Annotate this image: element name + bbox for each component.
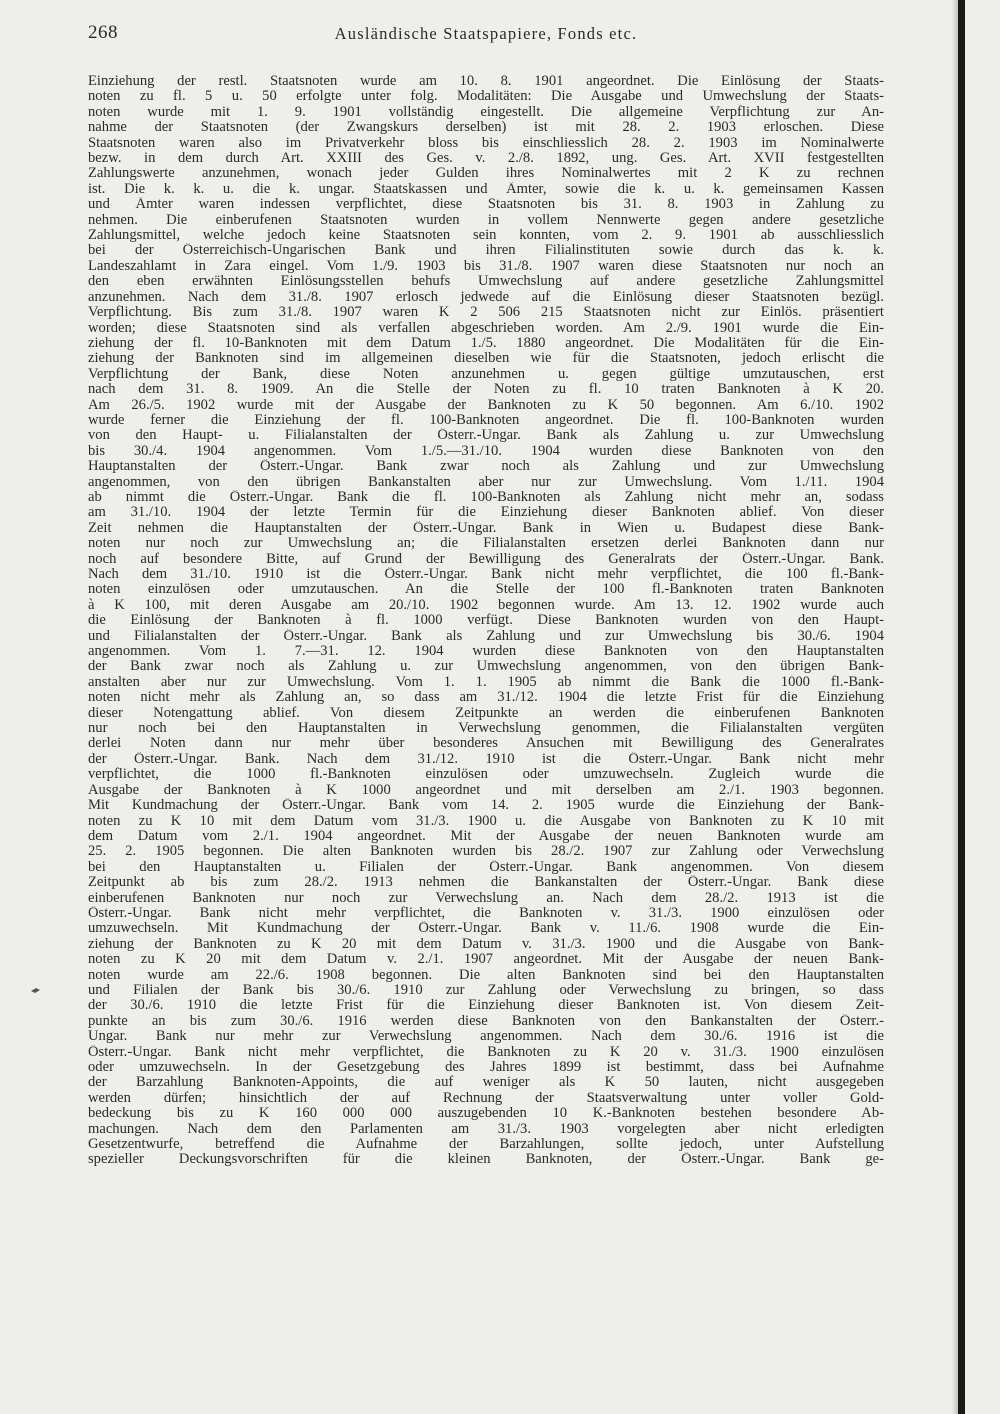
text-line: dem Datum vom 2./1. 1904 angeordnet. Mit der Ausgabe der neuen Banknoten wurde am <box>88 828 884 844</box>
running-title: Ausländische Staatspapiere, Fonds etc. <box>334 24 638 43</box>
text-line: Verpflichtung. Bis zum 31./8. 1907 waren K 2 506 215 Staatsnoten nicht zur Einlös. präsentiert <box>88 305 884 321</box>
text-line: verpflichtet, die 1000 fl.-Banknoten einzulösen oder umzuwechseln. Zugleich wurde die <box>88 767 884 783</box>
text-line: à K 100, mit deren Ausgabe am 20./10. 1902 begonnen wurde. Am 13. 12. 1902 wurde auch <box>88 597 884 613</box>
text-line: Österr.-Ungar. Bank nicht mehr verpflichtet, die Banknoten zu K 20 v. 31./3. 1900 einzulösen <box>88 1044 884 1060</box>
text-line: spezieller Deckungsvorschriften für die kleinen Banknoten, der Österr.-Ungar. Bank ge- <box>88 1152 884 1168</box>
text-line: bezw. in dem durch Art. XXIII des Ges. v. 2./8. 1892, ung. Ges. Art. XVII festgestellten <box>88 151 884 167</box>
text-line: bedeckung bis zu K 160 000 000 auszugebenden 10 K.-Banknoten bestehen besondere Ab- <box>88 1106 884 1122</box>
text-line: ist. Die k. k. u. die k. ungar. Staatskassen und Ämter, sowie die k. u. k. gemeinsamen Kassen <box>88 181 884 197</box>
text-line: die Einlösung der Banknoten à fl. 1000 verfügt. Diese Banknoten wurden von den Haupt- <box>88 613 884 629</box>
text-line: nahme der Staatsnoten (der Zwangskurs derselben) ist mit 28. 2. 1903 erloschen. Diese <box>88 120 884 136</box>
text-line: einberufenen Banknoten nur noch zur Verwechslung an. Nach dem 28./2. 1913 ist die <box>88 890 884 906</box>
text-line: von den Haupt- u. Filialanstalten der Österr.-Ungar. Bank als Zahlung u. zur Umwechslung <box>88 428 884 444</box>
text-line: bei den Hauptanstalten u. Filialen der Österr.-Ungar. Bank angenommen. Von diesem <box>88 859 884 875</box>
page-header <box>88 22 884 52</box>
text-line: und Filialen der Bank bis 30./6. 1910 zur Zahlung oder Verwechslung zu bringen, so dass <box>88 982 884 998</box>
text-line: der Österr.-Ungar. Bank. Nach dem 31./12. 1910 ist die Österr.-Ungar. Bank nicht mehr <box>88 751 884 767</box>
text-line: noten wurde mit 1. 9. 1901 vollständig eingestellt. Die allgemeine Verpflichtung zur An- <box>88 104 884 120</box>
text-line: machungen. Nach dem den Parlamenten am 31./3. 1903 vorgelegten aber nicht erledigten <box>88 1121 884 1137</box>
text-line: noten nicht mehr als Zahlung an, so dass am 31./12. 1904 die letzte Frist für die Einziehung <box>88 690 884 706</box>
text-line: noten zu K 20 mit dem Datum v. 2./1. 1907 angeordnet. Mit der Ausgabe der neuen Bank- <box>88 952 884 968</box>
text-line: Verpflichtung der Bank, diese Noten anzunehmen u. gegen gültige umzutauschen, erst <box>88 366 884 382</box>
text-line: am 31./10. 1904 der letzte Termin für die Einziehung dieser Banknoten ablief. Von dieser <box>88 505 884 521</box>
text-line: Zeit nehmen die Hauptanstalten der Österr.-Ungar. Bank in Wien u. Budapest diese Bank- <box>88 520 884 536</box>
text-line: noten wurde am 22./6. 1908 begonnen. Die alten Banknoten sind bei den Hauptanstalten <box>88 967 884 983</box>
text-line: nehmen. Die einberufenen Staatsnoten wurden in vollem Nennwerte gegen andere gesetzliche <box>88 212 884 228</box>
text-line: und Filialanstalten der Österr.-Ungar. Bank als Zahlung und zur Umwechslung bis 30./6. 1904 <box>88 628 884 644</box>
text-line: Zahlungswerte anzunehmen, wonach jeder Gulden ihres Nominalwertes mit 2 K zu rechnen <box>88 166 884 182</box>
text-line: Hauptanstalten der Österr.-Ungar. Bank zwar noch als Zahlung und zur Umwechslung <box>88 459 884 475</box>
text-line: Am 26./5. 1902 wurde mit der Ausgabe der Banknoten zu K 50 begonnen. Am 6./10. 1902 <box>88 397 884 413</box>
text-line: Ausgabe der Banknoten à K 1000 angeordnet und mit derselben am 2./1. 1903 begonnen. <box>88 782 884 798</box>
text-line: angenommen. Vom 1. 7.—31. 12. 1904 wurden diese Banknoten von den Hauptanstalten <box>88 644 884 660</box>
text-line: dieser Notengattung ablief. Von diesem Zeitpunkte an werden die einberufenen Banknoten <box>88 705 884 721</box>
text-line: Staatsnoten waren also im Privatverkehr bloss bis einschliesslich 28. 2. 1903 im Nominalwerte <box>88 135 884 151</box>
text-line: Einziehung der restl. Staatsnoten wurde am 10. 8. 1901 angeordnet. Die Einlösung der Staats- <box>88 74 884 89</box>
text-line: oder umzuwechseln. In der Gesetzgebung des Jahres 1899 ist bestimmt, dass bei Aufnahme <box>88 1060 884 1075</box>
text-line: derlei Noten dann nur mehr über besonderes Ansuchen mit Bewilligung des Generalrates <box>88 736 884 752</box>
text-line: ab nimmt die Österr.-Ungar. Bank die fl. 100-Banknoten als Zahlung nicht mehr an, sodass <box>88 489 884 505</box>
text-line: Mit Kundmachung der Österr.-Ungar. Bank vom 14. 2. 1905 wurde die Einziehung der Bank- <box>88 798 884 814</box>
text-line: wurde ferner die Einziehung der fl. 100-Banknoten angeordnet. Die fl. 100-Banknoten wurden <box>88 412 884 428</box>
text-line: noten nur noch zur Umwechslung an; die Filialanstalten ersetzen derlei Banknoten dann nur <box>88 536 884 552</box>
text-line: ziehung der Banknoten sind im allgemeinen dieselben wie für die Staatsnoten, jedoch erlischt die <box>88 351 884 367</box>
text-line: bis 30./4. 1904 angenommen. Vom 1./5.—31./10. 1904 wurden diese Banknoten von den <box>88 443 884 459</box>
text-line: und Ämter waren indessen verpflichtet, diese Staatsnoten bis 31. 8. 1903 in Zahlung zu <box>88 197 884 213</box>
text-line: nach dem 31. 8. 1909. An die Stelle der Noten zu fl. 10 traten Banknoten à K 20. <box>88 382 884 398</box>
text-line: noch auf besondere Bitte, auf Grund der Bewilligung des Generalrats der Österr.-Ungar. Bank. <box>88 551 884 567</box>
body-text <box>88 74 884 1168</box>
text-line: der Barzahlung Banknoten-Appoints, die auf weniger als K 50 lauten, nicht ausgegeben <box>88 1075 884 1091</box>
text-line: den eben erwähnten Einlösungsstellen behufs Umwechslung auf andere gesetzliche Zahlungsmittel <box>88 274 884 290</box>
text-line: anstalten aber nur zur Umwechslung. Vom 1. 1. 1905 ab nimmt die Bank die 1000 fl.-Bank- <box>88 674 884 690</box>
text-line: werden dürfen; hinsichtlich der auf Rechnung der Staatsverwaltung unter voller Gold- <box>88 1090 884 1106</box>
text-line: noten einzulösen oder umzutauschen. An die Stelle der 100 fl.-Banknoten traten Banknoten <box>88 582 884 598</box>
text-line: noten zu fl. 5 u. 50 erfolgte unter folg. Modalitäten: Die Ausgabe und Umwechslung der Staats- <box>88 89 884 105</box>
page-edge-bar <box>958 0 965 1414</box>
text-line: Zeitpunkt ab bis zum 28./2. 1913 nehmen die Bankanstalten der Österr.-Ungar. Bank diese <box>88 875 884 891</box>
text-line: der Bank zwar noch als Zahlung u. zur Umwechslung angenommen, von den übrigen Bank- <box>88 659 884 675</box>
text-line: anzunehmen. Nach dem 31./8. 1907 erlosch jedwede auf die Einlösung dieser Staatsnoten bezügl. <box>88 289 884 305</box>
text-line: worden; diese Staatsnoten sind als verfallen abgeschrieben worden. Am 2./9. 1901 wurde die Ein- <box>88 320 884 336</box>
text-line: noten zu K 10 mit dem Datum vom 31./3. 1900 u. die Ausgabe von Banknoten zu K 10 mit <box>88 813 884 829</box>
text-line: 25. 2. 1905 begonnen. Die alten Banknoten wurden bis 28./2. 1907 zur Zahlung oder Verwechslung <box>88 844 884 860</box>
text-line: Ungar. Bank nur mehr zur Verwechslung angenommen. Nach dem 30./6. 1916 ist die <box>88 1029 884 1045</box>
text-line: angenommen, von den übrigen Bankanstalten aber nur zur Umwechslung. Vom 1./11. 1904 <box>88 474 884 490</box>
text-line: umzuwechseln. Mit Kundmachung der Österr.-Ungar. Bank v. 11./6. 1908 wurde die Ein- <box>88 921 884 937</box>
page-number: 268 <box>88 22 118 43</box>
text-line: ziehung der fl. 10-Banknoten mit dem Datum 1./5. 1880 angeordnet. Die Modalitäten für die Ein- <box>88 335 884 351</box>
text-line: Zahlungsmittel, welche jedoch keine Staatsnoten sein konnten, vom 2. 9. 1901 ab ausschliesslich <box>88 228 884 244</box>
text-line: ziehung der Banknoten zu K 20 mit dem Datum v. 31./3. 1900 und die Ausgabe von Bank- <box>88 936 884 952</box>
text-line: Gesetzentwurfe, betreffend die Aufnahme der Barzahlungen, sollte jedoch, unter Aufstellung <box>88 1137 884 1153</box>
text-line: Nach dem 31./10. 1910 ist die Österr.-Ungar. Bank nicht mehr verpflichtet, die 100 fl.-Bank- <box>88 567 884 582</box>
text-line: punkte an bis zum 30./6. 1916 werden diese Banknoten von den Bankanstalten der Österr.- <box>88 1013 884 1029</box>
text-line: der 30./6. 1910 die letzte Frist für die Einziehung dieser Banknoten ist. Von diesem Zeit- <box>88 998 884 1014</box>
margin-ink-mark-icon <box>30 985 42 995</box>
text-line: Österr.-Ungar. Bank nicht mehr verpflichtet, die Banknoten v. 31./3. 1900 einzulösen oder <box>88 905 884 921</box>
text-line: Landeszahlamt in Zara eingel. Vom 1./9. 1903 bis 31./8. 1907 waren diese Staatsnoten nur noch an <box>88 258 884 274</box>
text-line: nur noch bei den Hauptanstalten in Verwechslung genommen, die Filialanstalten vergüten <box>88 721 884 737</box>
text-line: bei der Österreichisch-Ungarischen Bank und ihren Filialinstituten sowie durch das k. k. <box>88 243 884 259</box>
